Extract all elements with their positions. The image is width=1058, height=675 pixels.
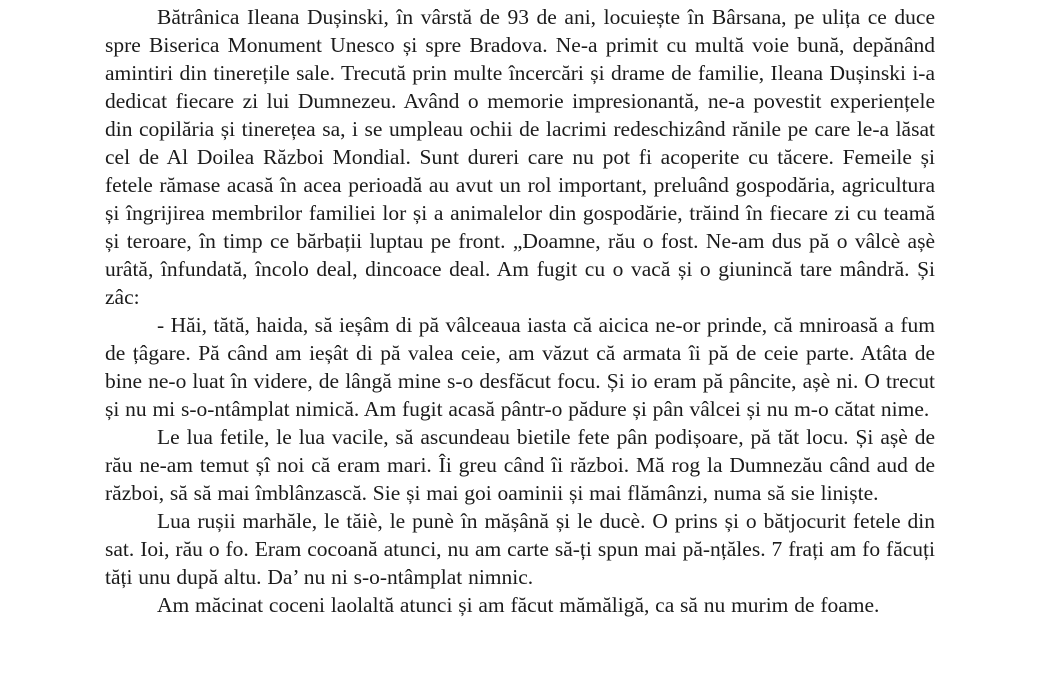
paragraph: Lua rușii marhăle, le tăiè, le punè în mășână și le ducè. O prins și o bătjocurit fetele din sat. Ioi, rău o fo. Eram cocoană atunci, nu am carte să-ți spun mai pă-nțăles. 7 frați am fo făcuți tăți unu după altu. Da’ nu ni s-o-ntâmplat nimnic. bbox=[105, 509, 935, 589]
paragraph: - Hăi, tătă, haida, să ieșâm di pă vâlceaua iasta că aicica ne-or prinde, că mniroasă a fum de țâgare. Pă când am ieșât di pă valea ceie, am văzut că armata îi pă de ceie parte. Atâta de bine ne-o luat în videre, de lângă mine s-o desfăcut focu. Și io eram pă pâncite, așè ni. O trecut și nu mi s-o-ntâmplat nimică. Am fugit acasă pântr-o pădure și pân vâlcei și nu m-o cătat nime. bbox=[105, 313, 935, 421]
paragraph: Le lua fetile, le lua vacile, să ascundeau bietile fete pân podișoare, pă tăt locu. Și așè de rău ne-am temut șî noi că eram mari. Îi greu când îi război. Mă rog la Dumnezău când aud de război, să să mai îmblânzască. Sie și mai goi oaminii și mai flămânzi, numa să sie liniște. bbox=[105, 425, 935, 505]
paragraph: Am măcinat coceni laolaltă atunci și am făcut mămăligă, ca să nu murim de foame. bbox=[157, 593, 880, 617]
paragraph: Bătrânica Ileana Dușinski, în vârstă de 93 de ani, locuiește în Bârsana, pe ulița ce duce spre Biserica Monument Unesco și spre Bradova. Ne-a primit cu multă voie bună, depănând amintiri din tinerețile sale. Trecută prin multe încercări și drame de familie, Ileana Dușinski i-a dedicat fiecare zi lui Dumnezeu. Având o memorie impresionantă, ne-a povestit experiențele din copilăria și tinerețea sa, i se umpleau ochii de lacrimi redeschizând rănile pe care le-a lăsat cel de Al Doilea Război Mondial. Sunt dureri care nu pot fi acoperite cu tăcere. Femeile și fetele rămase acasă în acea perioadă au avut un rol important, preluând gospodăria, agricultura și îngrijirea membrilor familiei lor și a animalelor din gospodărie, trăind în fiecare zi cu teamă și teroare, în timp ce bărbații luptau pe front. „Doamne, rău o fost. Ne-am dus pă o vâlcè așè urâtă, înfundată, încolo deal, dincoace deal. Am fugit cu o vacă și o giunincă tare mândră. Și zâc: bbox=[105, 5, 935, 309]
